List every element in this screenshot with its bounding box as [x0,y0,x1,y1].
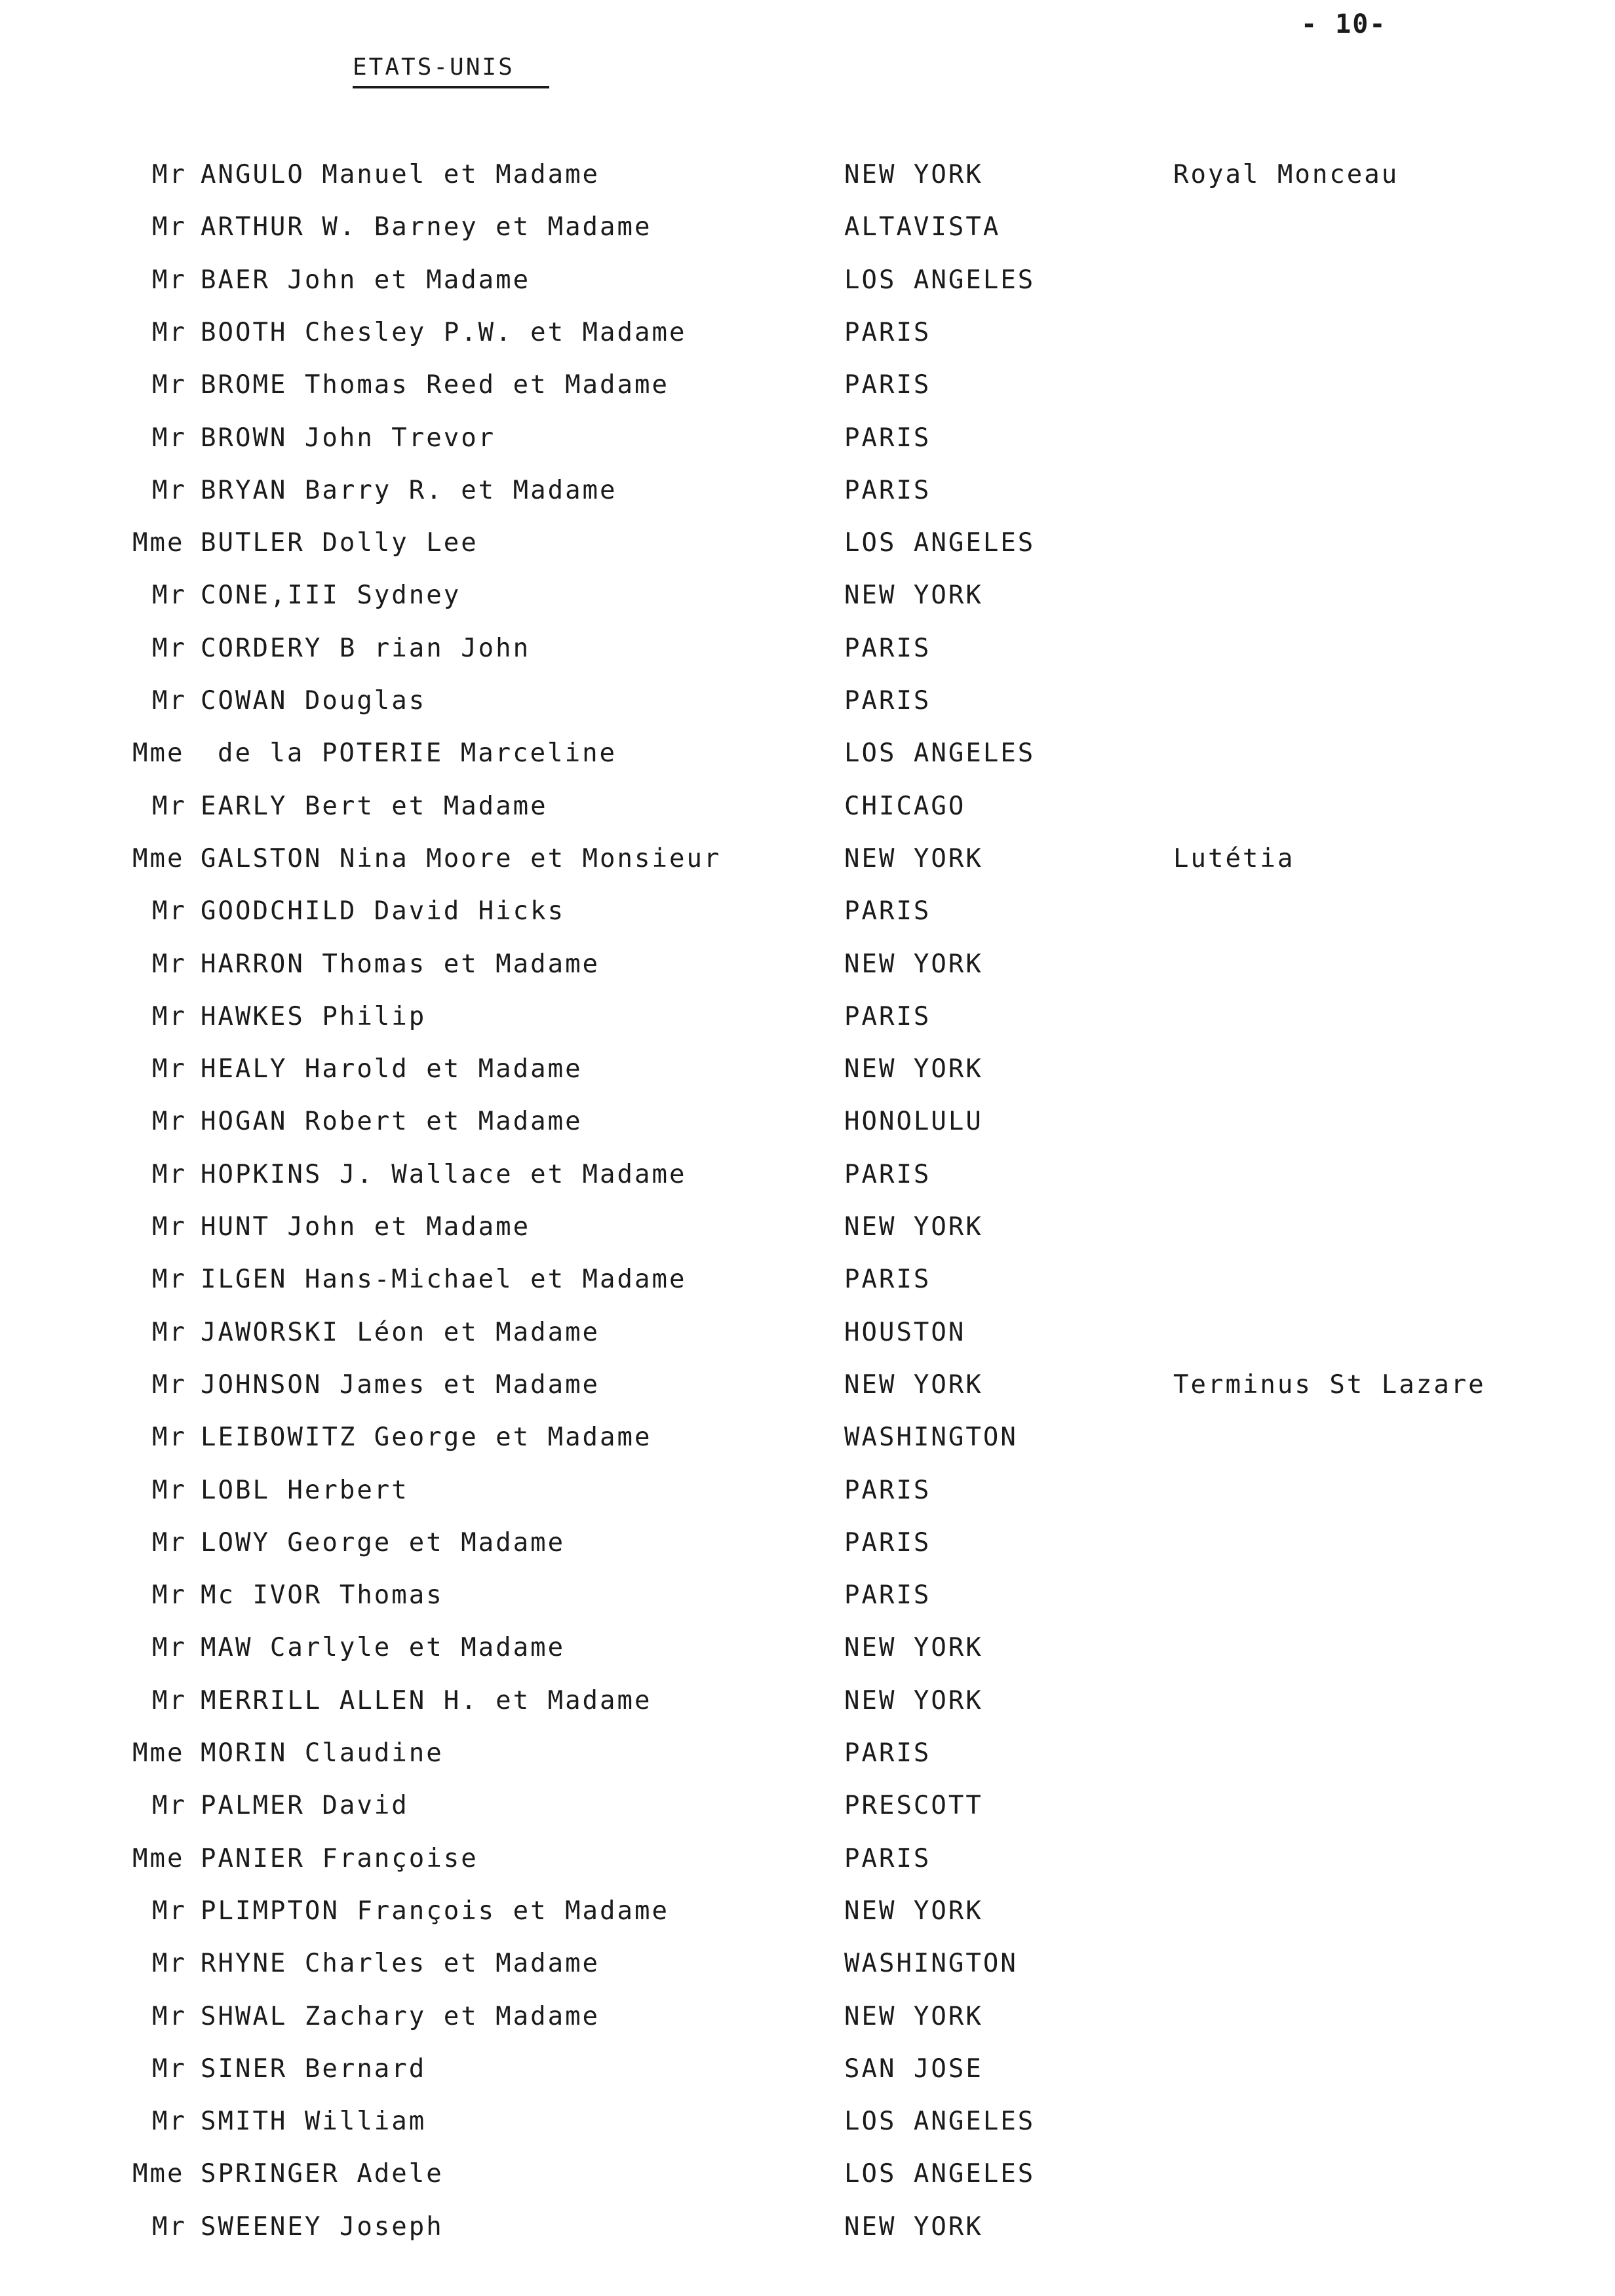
delegate-title: Mr [152,1369,187,1400]
delegate-city: PARIS [844,423,931,453]
delegate-name: MERRILL ALLEN H. et Madame [201,1685,652,1715]
delegate-row [0,1949,1615,1988]
delegate-title: Mr [152,1159,187,1189]
delegate-city: NEW YORK [844,1896,983,1926]
delegate-row [0,1528,1615,1567]
delegate-title: Mr [152,1896,187,1926]
delegate-title: Mr [152,686,187,716]
delegate-row [0,1107,1615,1146]
delegate-city: NEW YORK [844,1054,983,1084]
page-number: - 10- [1301,9,1387,39]
delegate-city: LOS ANGELES [844,265,1036,295]
delegate-row [0,1002,1615,1041]
delegate-city: NEW YORK [844,2001,983,2031]
delegate-name: BROME Thomas Reed et Madame [201,370,669,400]
delegate-name: HARRON Thomas et Madame [201,949,600,979]
delegate-name: Mc IVOR Thomas [201,1580,444,1611]
delegate-row [0,318,1615,357]
delegate-title: Mr [152,1317,187,1347]
delegate-row [0,1580,1615,1620]
delegate-title: Mr [152,1949,187,1979]
delegate-row [0,686,1615,725]
delegate-title: Mme [132,843,185,873]
delegate-city: PARIS [844,1527,931,1558]
delegate-name: SPRINGER Adele [201,2159,444,2189]
delegate-row [0,1265,1615,1304]
delegate-city: NEW YORK [844,1369,983,1400]
delegate-row [0,1844,1615,1883]
delegate-title: Mr [152,1265,187,1295]
delegate-name: SINER Bernard [201,2054,427,2084]
delegate-city: NEW YORK [844,1212,983,1242]
delegate-name: LOWY George et Madame [201,1527,566,1558]
delegate-name: COWAN Douglas [201,686,427,716]
delegate-city: LOS ANGELES [844,738,1036,769]
delegate-title: Mr [152,1791,187,1821]
delegate-name: HAWKES Philip [201,1001,427,1031]
delegate-row [0,528,1615,567]
delegate-row [0,265,1615,305]
delegate-name: GALSTON Nina Moore et Monsieur [201,843,722,873]
delegate-row [0,896,1615,936]
delegate-row [0,2054,1615,2094]
delegate-city: PARIS [844,317,931,347]
delegate-title: Mme [132,2159,185,2189]
delegate-name: MAW Carlyle et Madame [201,1633,566,1663]
delegate-city: PARIS [844,1843,931,1873]
delegate-title: Mr [152,1054,187,1084]
delegate-title: Mr [152,581,187,611]
delegate-title: Mr [152,423,187,453]
delegate-row [0,2002,1615,2041]
delegate-city: PARIS [844,1475,931,1505]
delegate-row [0,738,1615,778]
delegate-title: Mr [152,2107,187,2137]
delegate-city: NEW YORK [844,843,983,873]
delegate-name: JAWORSKI Léon et Madame [201,1317,600,1347]
delegate-title: Mr [152,317,187,347]
delegate-row [0,370,1615,410]
delegate-row [0,476,1615,515]
delegate-city: NEW YORK [844,1685,983,1715]
delegate-city: HOUSTON [844,1317,966,1347]
delegate-name: BROWN John Trevor [201,423,496,453]
delegate-name: BOOTH Chesley P.W. et Madame [201,317,687,347]
delegate-row [0,1212,1615,1252]
delegate-name: de la POTERIE Marceline [218,738,617,769]
delegate-title: Mr [152,1107,187,1137]
delegate-title: Mr [152,212,187,242]
delegate-row [0,949,1615,989]
delegate-title: Mme [132,738,185,769]
delegate-row [0,1054,1615,1094]
delegate-title: Mme [132,528,185,558]
delegate-name: JOHNSON James et Madame [201,1369,600,1400]
delegate-row [0,792,1615,831]
delegate-city: PARIS [844,1580,931,1611]
delegate-name: CONE,III Sydney [201,581,461,611]
delegate-city: PARIS [844,1159,931,1189]
section-title: ETATS-UNIS [353,54,549,88]
delegate-row [0,2212,1615,2251]
delegate-city: WASHINGTON [844,1949,1018,1979]
delegate-row [0,423,1615,463]
delegate-title: Mr [152,1527,187,1558]
delegate-row [0,160,1615,199]
delegate-name: CORDERY B rian John [201,633,531,663]
delegate-city: PARIS [844,370,931,400]
delegate-title: Mr [152,791,187,821]
delegate-row [0,1633,1615,1672]
delegate-title: Mr [152,2054,187,2084]
delegate-name: GOODCHILD David Hicks [201,896,566,927]
delegate-city: WASHINGTON [844,1423,1018,1453]
delegate-city: NEW YORK [844,160,983,189]
delegate-name: ILGEN Hans-Michael et Madame [201,1265,687,1295]
delegate-row [0,1160,1615,1199]
delegate-city: CHICAGO [844,791,966,821]
delegate-row [0,2159,1615,2198]
delegate-title: Mr [152,949,187,979]
delegate-name: HOPKINS J. Wallace et Madame [201,1159,687,1189]
delegate-city: PARIS [844,475,931,505]
delegate-title: Mme [132,1738,185,1768]
delegate-name: ARTHUR W. Barney et Madame [201,212,652,242]
delegate-title: Mr [152,1001,187,1031]
delegate-city: ALTAVISTA [844,212,1001,242]
delegate-row [0,581,1615,620]
delegate-name: PANIER Françoise [201,1843,478,1873]
delegate-city: NEW YORK [844,1633,983,1663]
delegate-city: PARIS [844,1738,931,1768]
delegate-title: Mr [152,1685,187,1715]
delegate-title: Mr [152,2001,187,2031]
delegate-title: Mr [152,896,187,927]
delegate-name: MORIN Claudine [201,1738,444,1768]
delegate-name: ANGULO Manuel et Madame [201,160,600,189]
delegate-title: Mr [152,160,187,189]
delegate-row [0,1318,1615,1357]
delegate-name: SWEENEY Joseph [201,2211,444,2242]
delegate-name: LEIBOWITZ George et Madame [201,1423,652,1453]
delegate-hotel: Royal Monceau [1173,160,1399,189]
delegate-title: Mr [152,633,187,663]
delegate-row [0,1476,1615,1515]
delegate-name: HOGAN Robert et Madame [201,1107,583,1137]
delegate-name: RHYNE Charles et Madame [201,1949,600,1979]
delegate-name: PLIMPTON François et Madame [201,1896,669,1926]
delegate-title: Mr [152,370,187,400]
delegate-title: Mr [152,475,187,505]
delegate-name: BAER John et Madame [201,265,531,295]
delegate-city: PRESCOTT [844,1791,983,1821]
delegate-name: HEALY Harold et Madame [201,1054,583,1084]
delegate-city: PARIS [844,1001,931,1031]
delegate-title: Mr [152,1475,187,1505]
delegate-hotel: Terminus St Lazare [1173,1369,1486,1400]
delegate-city: LOS ANGELES [844,2159,1036,2189]
delegate-name: BRYAN Barry R. et Madame [201,475,617,505]
delegate-row [0,212,1615,252]
delegate-row [0,1686,1615,1725]
delegate-name: LOBL Herbert [201,1475,409,1505]
delegate-hotel: Lutétia [1173,843,1295,873]
delegate-row [0,1370,1615,1409]
delegate-city: PARIS [844,633,931,663]
delegate-name: PALMER David [201,1791,409,1821]
delegate-city: LOS ANGELES [844,2107,1036,2137]
delegate-name: SMITH William [201,2107,427,2137]
delegate-row [0,1896,1615,1936]
delegate-title: Mr [152,265,187,295]
delegate-city: PARIS [844,686,931,716]
delegate-row [0,1738,1615,1778]
delegate-title: Mr [152,1580,187,1611]
delegate-title: Mr [152,1633,187,1663]
delegate-row [0,1423,1615,1462]
delegate-city: NEW YORK [844,949,983,979]
delegate-name: BUTLER Dolly Lee [201,528,478,558]
delegate-title: Mr [152,1212,187,1242]
delegate-title: Mr [152,1423,187,1453]
delegate-city: SAN JOSE [844,2054,983,2084]
delegate-name: HUNT John et Madame [201,1212,531,1242]
delegate-city: NEW YORK [844,2211,983,2242]
delegate-row [0,2107,1615,2146]
delegate-city: HONOLULU [844,1107,983,1137]
delegate-title: Mr [152,2211,187,2242]
delegate-name: SHWAL Zachary et Madame [201,2001,600,2031]
delegate-row [0,634,1615,673]
delegate-city: PARIS [844,1265,931,1295]
delegate-city: PARIS [844,896,931,927]
delegate-city: LOS ANGELES [844,528,1036,558]
delegate-city: NEW YORK [844,581,983,611]
delegate-name: EARLY Bert et Madame [201,791,548,821]
delegate-row [0,1791,1615,1830]
delegate-title: Mme [132,1843,185,1873]
delegate-row [0,844,1615,883]
